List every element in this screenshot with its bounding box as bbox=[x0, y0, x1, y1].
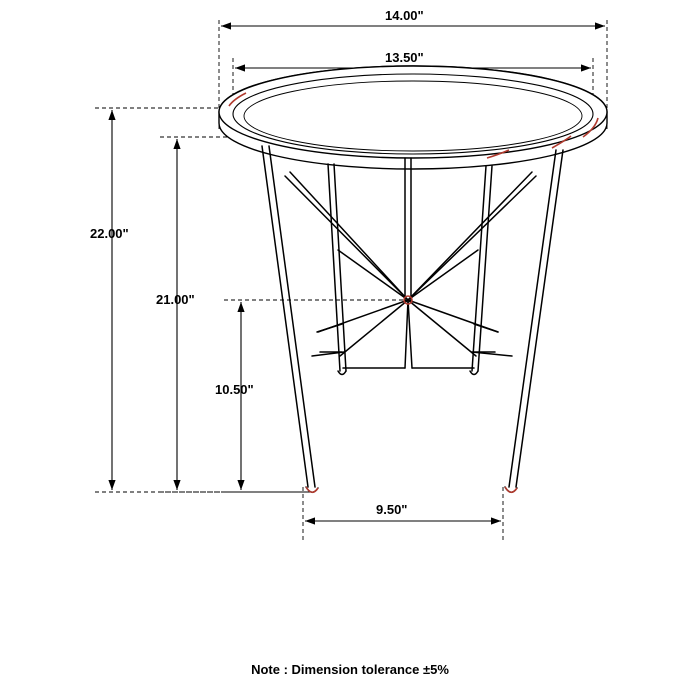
tolerance-note: Note : Dimension tolerance ±5% bbox=[251, 662, 449, 677]
dimension-label-base-width: 9.50" bbox=[376, 502, 408, 517]
dimension-label-overall-height: 22.00" bbox=[90, 226, 129, 241]
dimension-label-hub-height: 10.50" bbox=[215, 382, 254, 397]
table-base bbox=[262, 146, 563, 492]
dimension-label-top-outer-width: 14.00" bbox=[385, 8, 424, 23]
dimension-label-top-inner-width: 13.50" bbox=[385, 50, 424, 65]
table-top bbox=[219, 66, 607, 169]
dimension-label-frame-height: 21.00" bbox=[156, 292, 195, 307]
